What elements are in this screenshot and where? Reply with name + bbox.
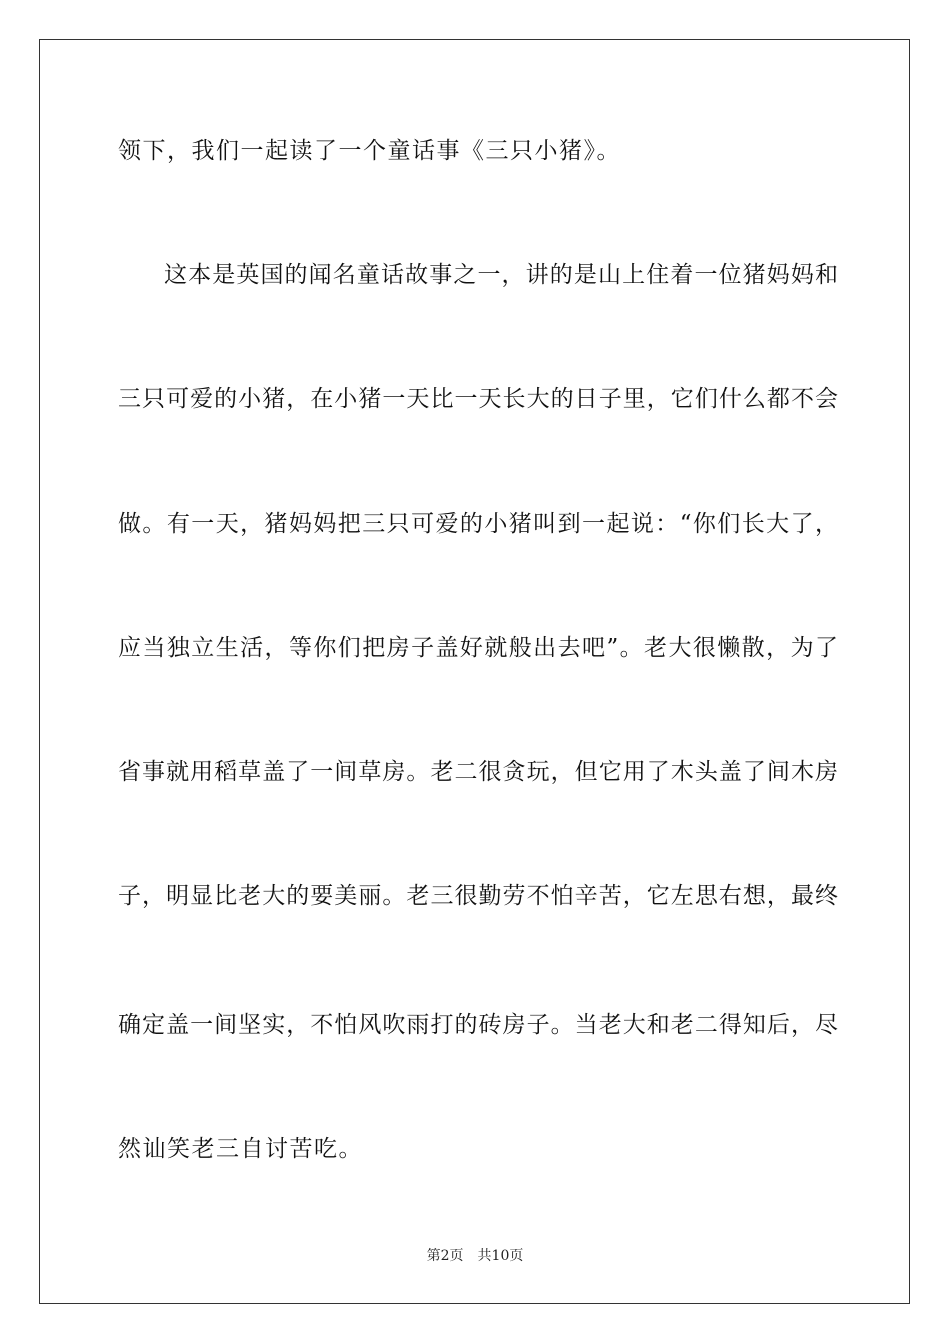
text-line: 三只可爱的小猪，在小猪一天比一天长大的日子里，它们什么都不会 <box>118 386 838 412</box>
page-footer <box>0 1246 950 1266</box>
page-number: 第2页 <box>426 1248 464 1264</box>
text-line: 领下，我们一起读了一个童话事《三只小猪》。 <box>118 138 621 164</box>
total-pages: 共10页 <box>477 1248 524 1264</box>
paragraph-start-line: 这本是英国的闻名童话故事之一，讲的是山上住着一位猪妈妈和 <box>164 262 838 288</box>
text-line: 确定盖一间坚实，不怕风吹雨打的砖房子。当老大和老二得知后，尽 <box>118 1012 838 1038</box>
text-line: 做。有一天，猪妈妈把三只可爱的小猪叫到一起说：“你们长大了， <box>118 511 838 537</box>
text-line: 子，明显比老大的要美丽。老三很勤劳不怕辛苦，它左思右想，最终 <box>118 883 838 909</box>
page-border <box>39 39 910 1304</box>
text-line: 然讪笑老三自讨苦吃。 <box>118 1136 363 1162</box>
text-line: 应当独立生活，等你们把房子盖好就般出去吧”。老大很懒散，为了 <box>118 635 838 661</box>
text-line: 省事就用稻草盖了一间草房。老二很贪玩，但它用了木头盖了间木房 <box>118 759 838 785</box>
